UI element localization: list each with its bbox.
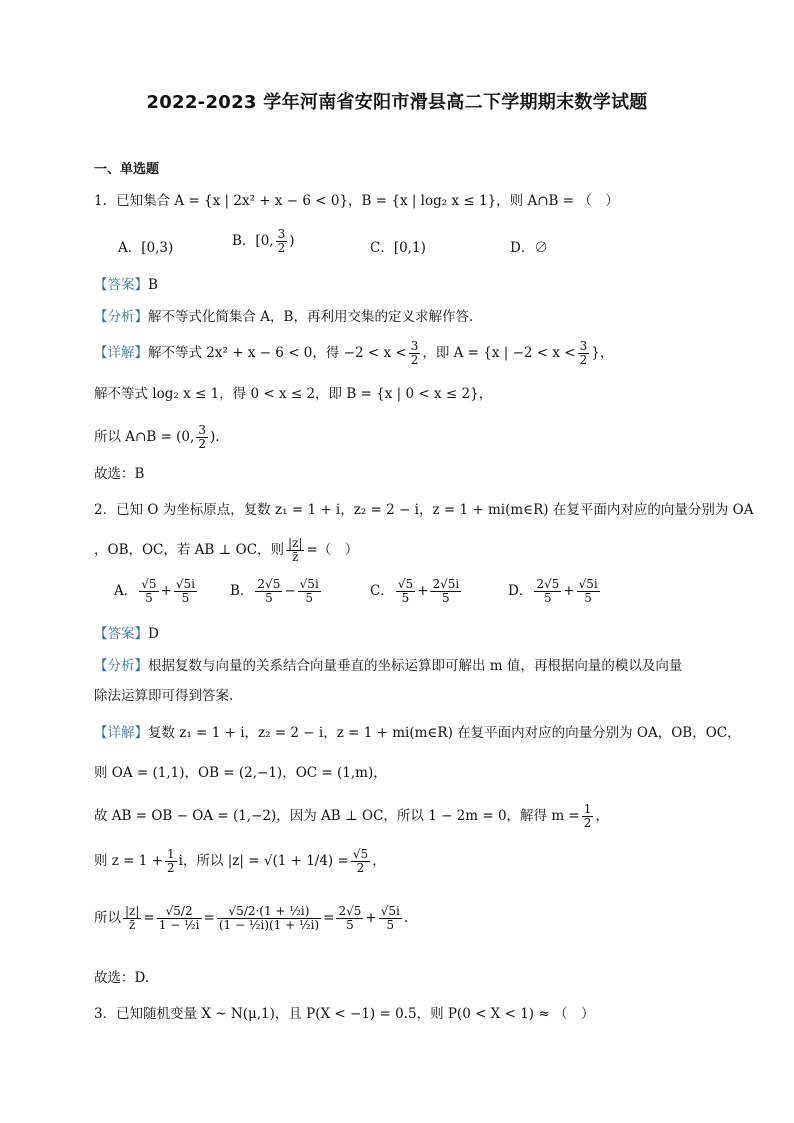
q2-stem-line2: ，OB，OC，若 AB ⊥ OC，则 $\frac{|z|}{z̄}$ =（ ） (94, 536, 359, 564)
q2-answer: 【答案】D (94, 626, 159, 642)
q1-stem: 1．已知集合 A = {x | 2x² + x − 6 < 0}，B = {x | log₂ x ≤ 1}，则 A∩B = （ ） (94, 193, 619, 209)
q1-option-b: B．[0, $\frac{3}{2}$ ) (232, 227, 295, 255)
q1-detail-line3: 所以 A∩B = (0, $\frac{3}{2}$ ). (94, 423, 220, 451)
q1-option-d: D．∅ (510, 240, 548, 256)
q2-option-a: A． $\frac{√5}{5}$ + $\frac{√5i}{5}$ (114, 577, 195, 605)
q3-stem: 3．已知随机变量 X ~ N(μ,1)，且 P(X < −1) = 0.5，则 P(0 < X < 1) ≈ （ ） (94, 1006, 595, 1022)
q2-stem-line1: 2．已知 O 为坐标原点，复数 z₁ = 1 + i，z₂ = 2 − i，z = 1 + mi(m∈R) 在复平面内对应的向量分别为 OA (94, 502, 754, 518)
q2-option-c: C． $\frac{√5}{5}$ + $\frac{2√5i}{5}$ (370, 577, 460, 605)
document-title: 2022-2023 学年河南省安阳市滑县高二下学期期末数学试题 (146, 92, 648, 113)
q1-analysis: 【分析】解不等式化简集合 A，B，再利用交集的定义求解作答. (94, 309, 474, 325)
q2-detail-line2: 则 OA = (1,1)，OB = (2,−1)，OC = (1,m)， (94, 765, 387, 781)
q2-detail-line1: 【详解】复数 z₁ = 1 + i，z₂ = 2 − i，z = 1 + mi(m∈R) 在复平面内对应的向量分别为 OA，OB，OC， (94, 725, 741, 741)
q2-analysis-line2: 除法运算即可得到答案. (94, 688, 234, 704)
q2-analysis-line1: 【分析】根据复数与向量的关系结合向量垂直的坐标运算即可解出 m 值，再根据向量的模以及向量 (94, 658, 683, 674)
q1-detail-line1: 【详解】解不等式 2x² + x − 6 < 0，得 −2 < x < $\frac{3}{2}$ ，即 A = {x | −2 < x < $\frac{3}{2}$ }， (94, 339, 614, 367)
q1-option-a: A．[0,3) (118, 240, 174, 256)
q2-final: 故选：D. (94, 970, 150, 986)
q2-option-d: D． $\frac{2√5}{5}$ + $\frac{√5i}{5}$ (508, 577, 598, 605)
q1-detail-line2: 解不等式 log₂ x ≤ 1，得 0 < x ≤ 2，即 B = {x | 0 < x ≤ 2}， (94, 386, 493, 402)
q2-option-b: B． $\frac{2√5}{5}$ − $\frac{√5i}{5}$ (230, 577, 319, 605)
q2-detail-line4: 则 z = 1 + $\frac{1}{2}$ i，所以 |z| = √(1 + 1/4) = $\frac{√5}{2}$ ， (94, 847, 386, 875)
q1-answer: 【答案】B (94, 277, 158, 293)
q1-final: 故选：B (94, 466, 145, 482)
section-heading: 一、单选题 (94, 162, 160, 177)
q1-option-c: C．[0,1) (370, 240, 426, 256)
q2-detail-line3: 故 AB = OB − OA = (1,−2)，因为 AB ⊥ OC，所以 1 − 2m = 0，解得 m = $\frac{1}{2}$ ， (94, 802, 609, 830)
q2-detail-line5: 所以 $\frac{|z|}{z̄}$ = $\frac{√5/2}{\text{1 − ½i}}$ = $\frac{\text{√5/2·(1 + ½i)}}{\text{(1 − ½i)(1 + ½i)}}$ = $\frac{2√5}{5}$ + $\frac{√5i}{5}$ . (94, 904, 409, 932)
